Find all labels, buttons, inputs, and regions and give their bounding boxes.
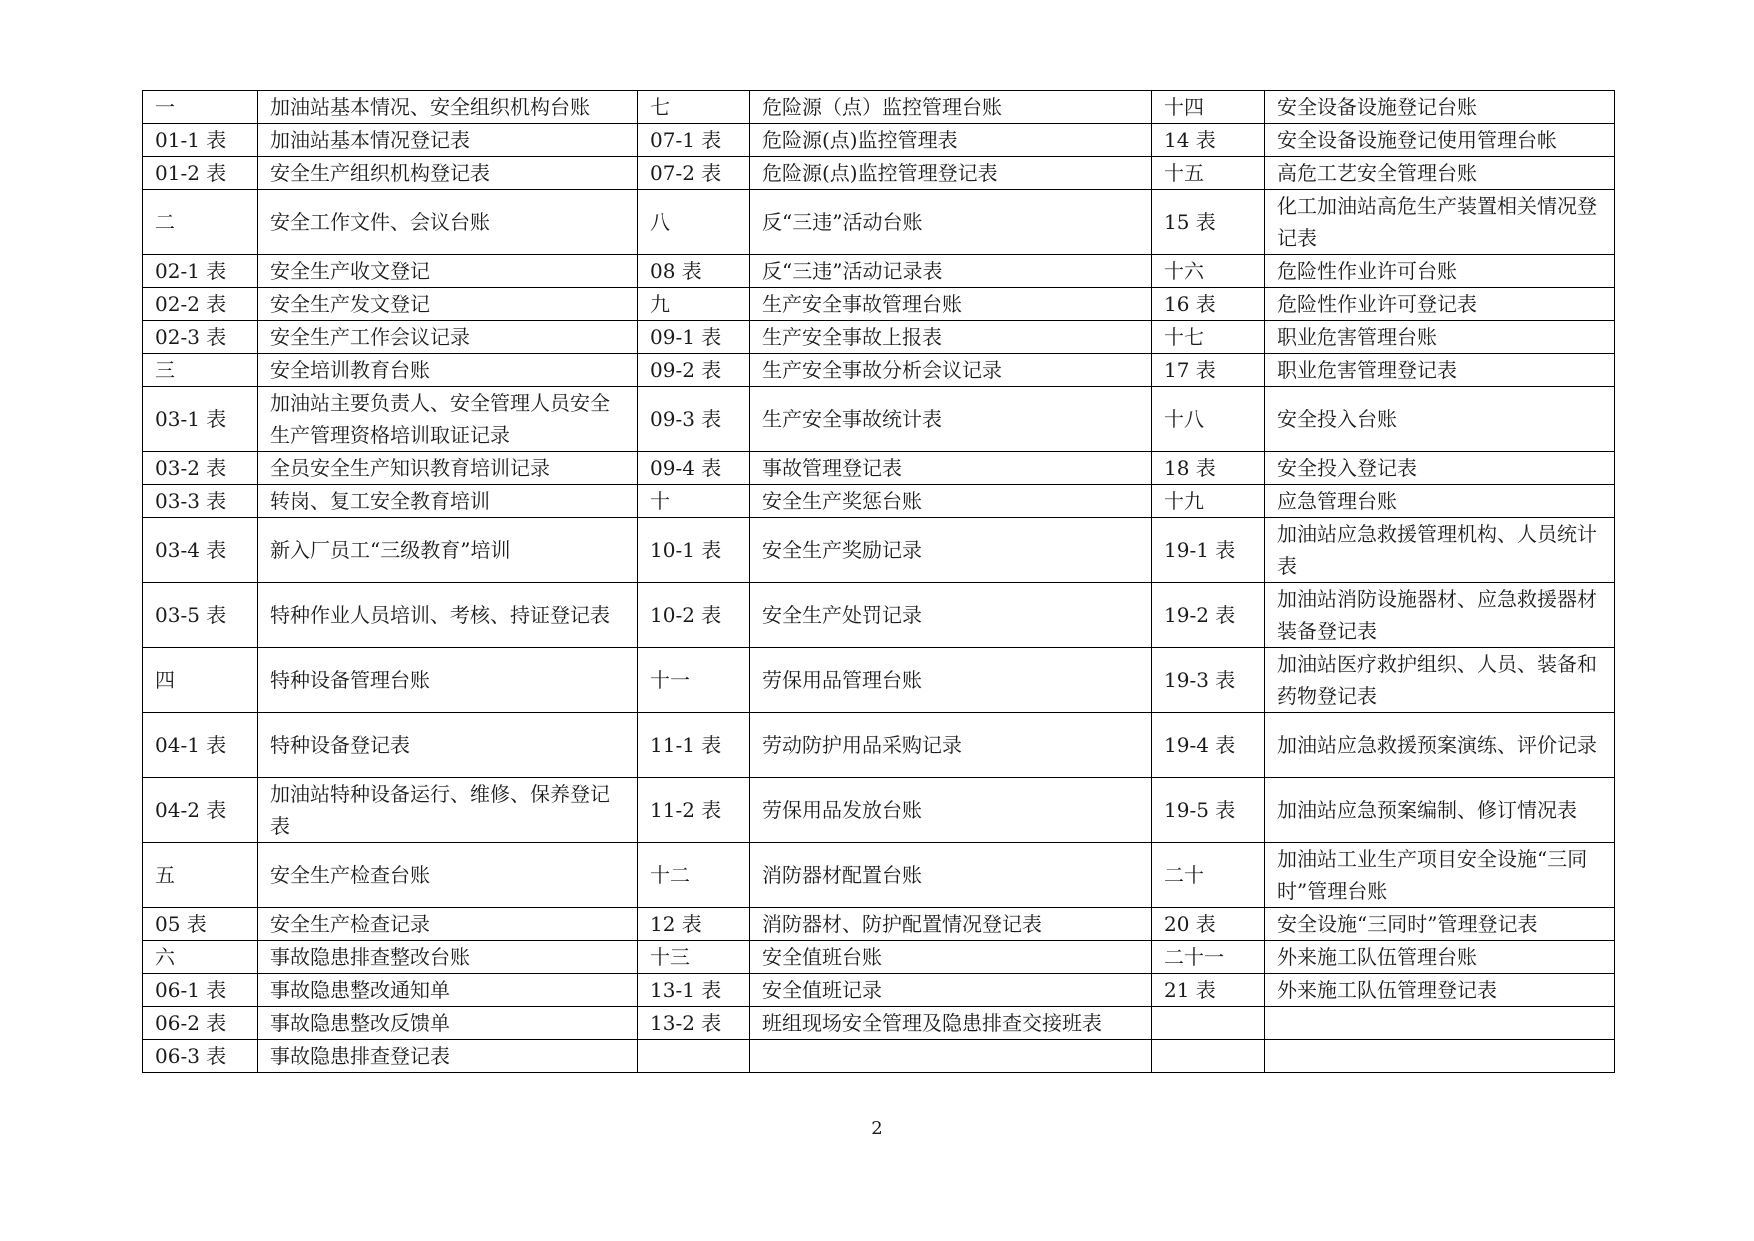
ledger-code-cell: 03-2 表 bbox=[143, 452, 258, 485]
ledger-code-cell: 19-1 表 bbox=[1152, 518, 1265, 583]
ledger-code-cell: 06-1 表 bbox=[143, 974, 258, 1007]
table-row bbox=[143, 713, 1615, 778]
ledger-code-cell: 19-3 表 bbox=[1152, 648, 1265, 713]
ledger-title-cell: 安全设施“三同时”管理登记表 bbox=[1265, 908, 1615, 941]
ledger-code-cell: 19-2 表 bbox=[1152, 583, 1265, 648]
ledger-code-cell: 六 bbox=[143, 941, 258, 974]
ledger-title-cell: 安全生产工作会议记录 bbox=[258, 321, 638, 354]
table-row bbox=[143, 941, 1615, 974]
ledger-title-cell: 加油站应急救援管理机构、人员统计表 bbox=[1265, 518, 1615, 583]
ledger-title-cell: 加油站医疗救护组织、人员、装备和药物登记表 bbox=[1265, 648, 1615, 713]
ledger-title-cell: 消防器材配置台账 bbox=[750, 843, 1152, 908]
ledger-title-cell bbox=[1265, 1007, 1615, 1040]
table-row bbox=[143, 190, 1615, 255]
ledger-code-cell: 三 bbox=[143, 354, 258, 387]
ledger-title-cell: 危险源(点)监控管理表 bbox=[750, 124, 1152, 157]
ledger-code-cell: 十五 bbox=[1152, 157, 1265, 190]
ledger-title-cell: 劳动防护用品采购记录 bbox=[750, 713, 1152, 778]
ledger-code-cell: 12 表 bbox=[638, 908, 750, 941]
ledger-title-cell: 加油站基本情况、安全组织机构台账 bbox=[258, 91, 638, 124]
ledger-title-cell: 安全工作文件、会议台账 bbox=[258, 190, 638, 255]
ledger-title-cell: 生产安全事故上报表 bbox=[750, 321, 1152, 354]
ledger-title-cell: 事故隐患整改反馈单 bbox=[258, 1007, 638, 1040]
table-row bbox=[143, 387, 1615, 452]
table-row bbox=[143, 908, 1615, 941]
ledger-table-body bbox=[143, 91, 1615, 1073]
ledger-title-cell: 安全设备设施登记使用管理台帐 bbox=[1265, 124, 1615, 157]
table-row bbox=[143, 321, 1615, 354]
ledger-title-cell: 职业危害管理登记表 bbox=[1265, 354, 1615, 387]
ledger-code-cell: 02-3 表 bbox=[143, 321, 258, 354]
table-row bbox=[143, 124, 1615, 157]
ledger-title-cell: 劳保用品管理台账 bbox=[750, 648, 1152, 713]
ledger-code-cell: 05 表 bbox=[143, 908, 258, 941]
ledger-code-cell: 06-2 表 bbox=[143, 1007, 258, 1040]
ledger-code-cell: 19-5 表 bbox=[1152, 778, 1265, 843]
ledger-title-cell: 劳保用品发放台账 bbox=[750, 778, 1152, 843]
ledger-title-cell: 外来施工队伍管理台账 bbox=[1265, 941, 1615, 974]
ledger-code-cell: 13-1 表 bbox=[638, 974, 750, 1007]
ledger-code-cell: 一 bbox=[143, 91, 258, 124]
ledger-title-cell: 消防器材、防护配置情况登记表 bbox=[750, 908, 1152, 941]
ledger-code-cell bbox=[1152, 1007, 1265, 1040]
ledger-code-cell: 04-2 表 bbox=[143, 778, 258, 843]
ledger-title-cell: 加油站应急救援预案演练、评价记录 bbox=[1265, 713, 1615, 778]
ledger-code-cell: 11-1 表 bbox=[638, 713, 750, 778]
ledger-title-cell: 安全设备设施登记台账 bbox=[1265, 91, 1615, 124]
ledger-code-cell: 十 bbox=[638, 485, 750, 518]
ledger-code-cell: 十七 bbox=[1152, 321, 1265, 354]
ledger-code-cell: 03-1 表 bbox=[143, 387, 258, 452]
ledger-title-cell: 特种作业人员培训、考核、持证登记表 bbox=[258, 583, 638, 648]
ledger-title-cell: 安全生产奖惩台账 bbox=[750, 485, 1152, 518]
ledger-code-cell: 十八 bbox=[1152, 387, 1265, 452]
ledger-code-cell: 二 bbox=[143, 190, 258, 255]
ledger-title-cell: 安全值班记录 bbox=[750, 974, 1152, 1007]
ledger-title-cell: 加油站基本情况登记表 bbox=[258, 124, 638, 157]
ledger-code-cell: 14 表 bbox=[1152, 124, 1265, 157]
ledger-code-cell: 02-2 表 bbox=[143, 288, 258, 321]
ledger-title-cell: 职业危害管理台账 bbox=[1265, 321, 1615, 354]
ledger-code-cell: 09-1 表 bbox=[638, 321, 750, 354]
ledger-title-cell: 反“三违”活动记录表 bbox=[750, 255, 1152, 288]
ledger-title-cell bbox=[1265, 1040, 1615, 1073]
ledger-title-cell: 特种设备管理台账 bbox=[258, 648, 638, 713]
ledger-title-cell: 特种设备登记表 bbox=[258, 713, 638, 778]
ledger-title-cell: 生产安全事故分析会议记录 bbox=[750, 354, 1152, 387]
table-row bbox=[143, 648, 1615, 713]
ledger-title-cell: 高危工艺安全管理台账 bbox=[1265, 157, 1615, 190]
ledger-code-cell: 21 表 bbox=[1152, 974, 1265, 1007]
ledger-code-cell: 10-1 表 bbox=[638, 518, 750, 583]
ledger-code-cell: 十六 bbox=[1152, 255, 1265, 288]
ledger-title-cell: 加油站主要负责人、安全管理人员安全生产管理资格培训取证记录 bbox=[258, 387, 638, 452]
table-row bbox=[143, 485, 1615, 518]
ledger-code-cell: 09-2 表 bbox=[638, 354, 750, 387]
ledger-title-cell: 安全生产收文登记 bbox=[258, 255, 638, 288]
ledger-code-cell: 五 bbox=[143, 843, 258, 908]
ledger-title-cell: 事故管理登记表 bbox=[750, 452, 1152, 485]
ledger-title-cell: 安全生产组织机构登记表 bbox=[258, 157, 638, 190]
ledger-title-cell: 安全生产处罚记录 bbox=[750, 583, 1152, 648]
ledger-code-cell: 九 bbox=[638, 288, 750, 321]
table-row bbox=[143, 91, 1615, 124]
ledger-code-cell: 17 表 bbox=[1152, 354, 1265, 387]
ledger-code-cell: 03-5 表 bbox=[143, 583, 258, 648]
table-row bbox=[143, 583, 1615, 648]
ledger-title-cell: 外来施工队伍管理登记表 bbox=[1265, 974, 1615, 1007]
ledger-code-cell: 十四 bbox=[1152, 91, 1265, 124]
page-number: 2 bbox=[871, 1118, 883, 1139]
ledger-code-cell: 18 表 bbox=[1152, 452, 1265, 485]
table-row bbox=[143, 974, 1615, 1007]
ledger-title-cell: 事故隐患整改通知单 bbox=[258, 974, 638, 1007]
ledger-code-cell: 十三 bbox=[638, 941, 750, 974]
table-row bbox=[143, 518, 1615, 583]
table-row bbox=[143, 778, 1615, 843]
ledger-code-cell: 十九 bbox=[1152, 485, 1265, 518]
ledger-code-cell: 二十一 bbox=[1152, 941, 1265, 974]
ledger-title-cell: 反“三违”活动台账 bbox=[750, 190, 1152, 255]
ledger-code-cell: 02-1 表 bbox=[143, 255, 258, 288]
ledger-code-cell: 15 表 bbox=[1152, 190, 1265, 255]
ledger-title-cell: 全员安全生产知识教育培训记录 bbox=[258, 452, 638, 485]
ledger-code-cell: 07-1 表 bbox=[638, 124, 750, 157]
ledger-title-cell: 生产安全事故统计表 bbox=[750, 387, 1152, 452]
ledger-title-cell: 危险性作业许可登记表 bbox=[1265, 288, 1615, 321]
table-row bbox=[143, 452, 1615, 485]
ledger-title-cell: 班组现场安全管理及隐患排查交接班表 bbox=[750, 1007, 1152, 1040]
ledger-title-cell bbox=[750, 1040, 1152, 1073]
ledger-code-cell: 七 bbox=[638, 91, 750, 124]
ledger-title-cell: 安全值班台账 bbox=[750, 941, 1152, 974]
ledger-code-cell bbox=[638, 1040, 750, 1073]
ledger-title-cell: 生产安全事故管理台账 bbox=[750, 288, 1152, 321]
ledger-code-cell: 八 bbox=[638, 190, 750, 255]
ledger-title-cell: 新入厂员工“三级教育”培训 bbox=[258, 518, 638, 583]
ledger-code-cell: 10-2 表 bbox=[638, 583, 750, 648]
ledger-title-cell: 安全培训教育台账 bbox=[258, 354, 638, 387]
ledger-code-cell: 十一 bbox=[638, 648, 750, 713]
ledger-code-cell: 11-2 表 bbox=[638, 778, 750, 843]
ledger-code-cell: 四 bbox=[143, 648, 258, 713]
table-row bbox=[143, 1040, 1615, 1073]
ledger-code-cell bbox=[1152, 1040, 1265, 1073]
ledger-title-cell: 安全投入台账 bbox=[1265, 387, 1615, 452]
ledger-code-cell: 07-2 表 bbox=[638, 157, 750, 190]
table-row bbox=[143, 157, 1615, 190]
table-row bbox=[143, 843, 1615, 908]
ledger-code-cell: 09-3 表 bbox=[638, 387, 750, 452]
ledger-title-cell: 安全生产奖励记录 bbox=[750, 518, 1152, 583]
ledger-code-cell: 06-3 表 bbox=[143, 1040, 258, 1073]
ledger-code-cell: 08 表 bbox=[638, 255, 750, 288]
ledger-title-cell: 安全生产发文登记 bbox=[258, 288, 638, 321]
ledger-title-cell: 加油站消防设施器材、应急救援器材装备登记表 bbox=[1265, 583, 1615, 648]
ledger-title-cell: 危险源（点）监控管理台账 bbox=[750, 91, 1152, 124]
table-row bbox=[143, 354, 1615, 387]
ledger-title-cell: 应急管理台账 bbox=[1265, 485, 1615, 518]
ledger-code-cell: 16 表 bbox=[1152, 288, 1265, 321]
ledger-code-cell: 十二 bbox=[638, 843, 750, 908]
ledger-code-cell: 09-4 表 bbox=[638, 452, 750, 485]
ledger-code-cell: 04-1 表 bbox=[143, 713, 258, 778]
ledger-code-cell: 13-2 表 bbox=[638, 1007, 750, 1040]
ledger-code-cell: 01-1 表 bbox=[143, 124, 258, 157]
ledger-title-cell: 事故隐患排查登记表 bbox=[258, 1040, 638, 1073]
ledger-title-cell: 危险性作业许可台账 bbox=[1265, 255, 1615, 288]
ledger-index-table bbox=[142, 90, 1615, 1073]
ledger-title-cell: 安全生产检查台账 bbox=[258, 843, 638, 908]
table-row bbox=[143, 288, 1615, 321]
ledger-title-cell: 转岗、复工安全教育培训 bbox=[258, 485, 638, 518]
ledger-title-cell: 安全生产检查记录 bbox=[258, 908, 638, 941]
ledger-code-cell: 20 表 bbox=[1152, 908, 1265, 941]
ledger-title-cell: 事故隐患排查整改台账 bbox=[258, 941, 638, 974]
ledger-title-cell: 安全投入登记表 bbox=[1265, 452, 1615, 485]
ledger-title-cell: 加油站特种设备运行、维修、保养登记表 bbox=[258, 778, 638, 843]
ledger-code-cell: 二十 bbox=[1152, 843, 1265, 908]
ledger-title-cell: 加油站应急预案编制、修订情况表 bbox=[1265, 778, 1615, 843]
ledger-title-cell: 化工加油站高危生产装置相关情况登记表 bbox=[1265, 190, 1615, 255]
ledger-code-cell: 01-2 表 bbox=[143, 157, 258, 190]
ledger-code-cell: 03-4 表 bbox=[143, 518, 258, 583]
ledger-code-cell: 19-4 表 bbox=[1152, 713, 1265, 778]
ledger-title-cell: 危险源(点)监控管理登记表 bbox=[750, 157, 1152, 190]
ledger-title-cell: 加油站工业生产项目安全设施“三同时”管理台账 bbox=[1265, 843, 1615, 908]
table-row bbox=[143, 1007, 1615, 1040]
ledger-code-cell: 03-3 表 bbox=[143, 485, 258, 518]
table-row bbox=[143, 255, 1615, 288]
